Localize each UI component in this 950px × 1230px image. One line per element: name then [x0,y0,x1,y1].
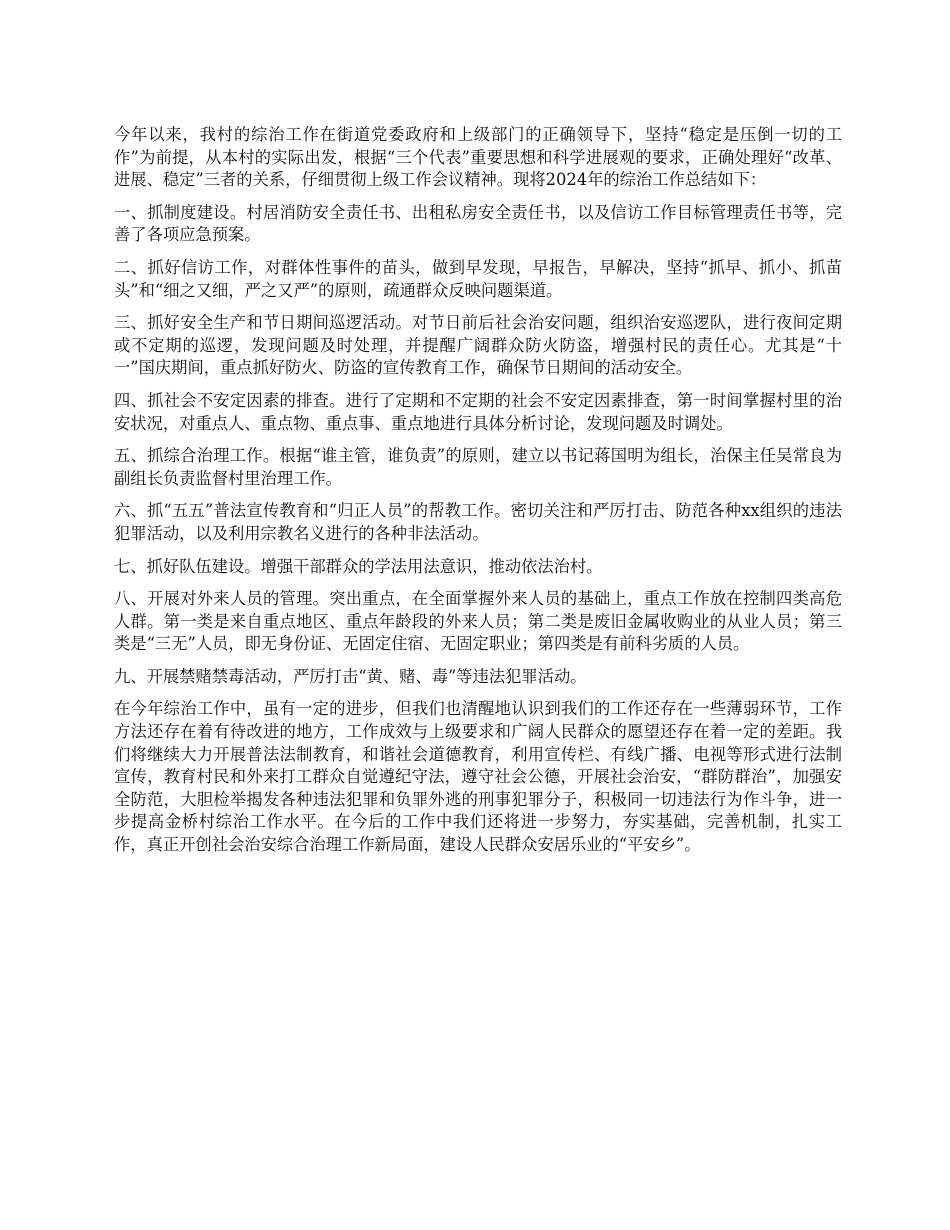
item-3-paragraph: 三、抓好安全生产和节日期间巡逻活动。对节日前后社会治安问题，组织治安巡逻队，进行夜间定期或不定期的巡逻，发现问题及时处理，并提醒广阔群众防火防盗，增强村民的责任心。尤其是“十一”国庆期间，重点抓好防火、防盗的宣传教育工作，确保节日期间的活动安全。 [114,313,842,378]
item-4-paragraph: 四、抓社会不安定因素的排查。进行了定期和不定期的社会不安定因素排查，第一时间掌握村里的治安状况，对重点人、重点物、重点事、重点地进行具体分析讨论，发现问题及时调处。 [114,390,842,433]
conclusion-paragraph: 在今年综治工作中，虽有一定的进步，但我们也清醒地认识到我们的工作还存在一些薄弱环节，工作方法还存在着有待改进的地方，工作成效与上级要求和广阔人民群众的愿望还存在着一定的差距。我们将继续大力开展普法法制教育，和谐社会道德教育，利用宣传栏、有线广播、电视等形式进行法制宣传，教育村民和外来打工群众自觉遵纪守法，遵守社会公德，开展社会治安，“群防群治”，加强安全防范，大胆检举揭发各种违法犯罪和负罪外逃的刑事犯罪分子，积极同一切违法行为作斗争，进一步提高金桥村综治工作水平。在今后的工作中我们还将进一步努力，夯实基础，完善机制，扎实工作，真正开创社会治安综合治理工作新局面，建设人民群众安居乐业的“平安乡”。 [114,699,842,855]
item-8-paragraph: 八、开展对外来人员的管理。突出重点，在全面掌握外来人员的基础上，重点工作放在控制四类高危人群。第一类是来自重点地区、重点年龄段的外来人员；第二类是废旧金属收购业的从业人员；第三类是“三无”人员，即无身份证、无固定住宿、无固定职业；第四类是有前科劣质的人员。 [114,589,842,654]
intro-paragraph: 今年以来，我村的综治工作在街道党委政府和上级部门的正确领导下，坚持“稳定是压倒一切的工作”为前提，从本村的实际出发，根据“三个代表”重要思想和科学进展观的要求，正确处理好“改革、进展、稳定”三者的关系，仔细贯彻上级工作会议精神。现将2024年的综治工作总结如下： [114,125,842,190]
item-2-paragraph: 二、抓好信访工作，对群体性事件的苗头，做到早发现，早报告，早解决，坚持“抓早、抓小、抓苗头”和“细之又细，严之又严”的原则，疏通群众反映问题渠道。 [114,257,842,300]
item-7-paragraph: 七、抓好队伍建设。增强干部群众的学法用法意识，推动依法治村。 [114,556,603,576]
item-5-paragraph: 五、抓综合治理工作。根据“谁主管，谁负责”的原则，建立以书记蒋国明为组长，治保主任吴常良为副组长负责监督村里治理工作。 [114,446,842,488]
item-1-paragraph: 一、抓制度建设。村居消防安全责任书、出租私房安全责任书，以及信访工作目标管理责任书等，完善了各项应急预案。 [114,202,842,245]
item-9-paragraph: 九、开展禁赌禁毒活动，严厉打击“黄、赌、毒”等违法犯罪活动。 [114,666,587,686]
item-6-paragraph: 六、抓“五五”普法宣传教育和“归正人员”的帮教工作。密切关注和严厉打击、防范各种xx组织的违法犯罪活动，以及利用宗教名义进行的各种非法活动。 [114,501,842,543]
document-body [114,124,842,867]
